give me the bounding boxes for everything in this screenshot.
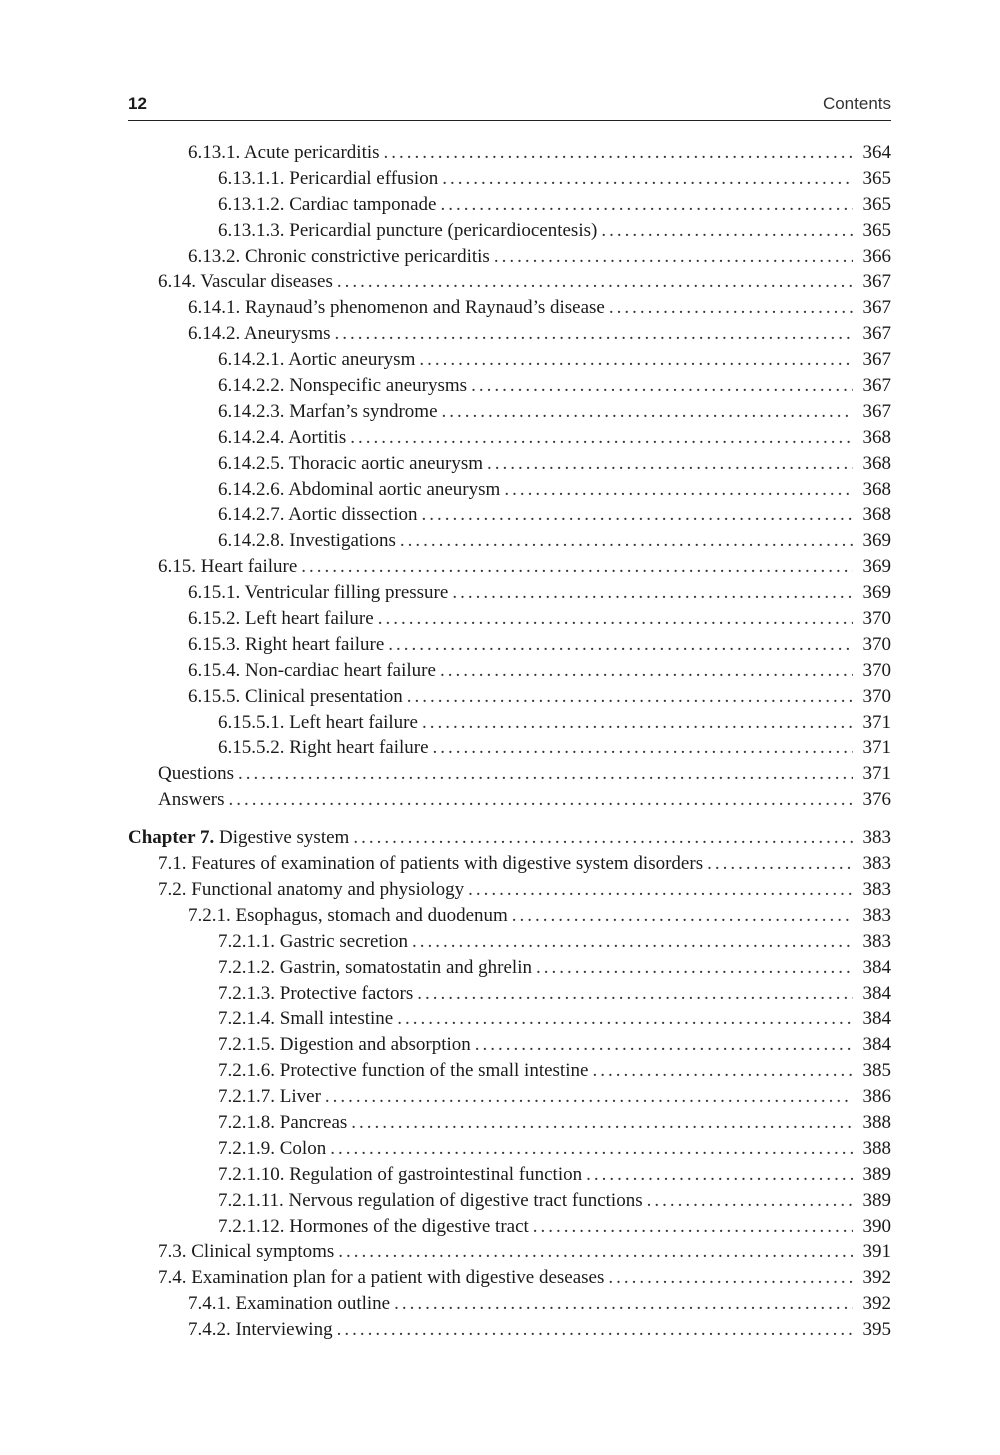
toc-entry-title: 7.2.1.9. Colon <box>218 1137 327 1159</box>
dot-leader <box>609 295 853 321</box>
toc-entry-title: 7.1. Features of examination of patients with digestive system disorders <box>158 853 704 875</box>
dot-leader <box>417 981 853 1007</box>
dot-leader <box>353 825 853 851</box>
dot-leader <box>608 1265 853 1291</box>
toc-entry[interactable] <box>128 1265 891 1291</box>
dot-leader <box>494 244 853 270</box>
dot-leader <box>504 477 853 503</box>
toc-entry-title: 7.2.1.6. Protective function of the small intestine <box>218 1060 589 1082</box>
dot-leader <box>400 528 853 554</box>
toc-entry-title: 7.2.1.1. Gastric secretion <box>218 930 408 952</box>
toc-page-number: 370 <box>862 608 891 630</box>
toc-entry[interactable] <box>128 1214 891 1240</box>
toc-page-number: 383 <box>862 930 891 952</box>
toc-entry-title: 7.2.1.10. Regulation of gastrointestinal function <box>218 1163 583 1185</box>
toc-entry-title: 6.14.2.1. Aortic aneurysm <box>218 349 416 371</box>
toc-entry[interactable] <box>128 140 891 166</box>
dot-leader <box>301 554 853 580</box>
toc-entry[interactable] <box>128 735 891 761</box>
dot-leader <box>586 1162 853 1188</box>
toc-page-number: 371 <box>862 711 891 733</box>
dot-leader <box>601 218 853 244</box>
toc-entry-title: 7.3. Clinical symptoms <box>158 1241 335 1263</box>
toc-page-number: 369 <box>862 556 891 578</box>
toc-entry[interactable] <box>128 981 891 1007</box>
toc-entry-title: 6.14.1. Raynaud’s phenomenon and Raynaud’s disease <box>188 297 605 319</box>
toc-entry[interactable] <box>128 269 891 295</box>
toc-entry-title: 6.15.4. Non-cardiac heart failure <box>188 659 436 681</box>
toc-page-number: 395 <box>862 1319 891 1341</box>
toc-page-number: 386 <box>862 1086 891 1108</box>
toc-page-number: 368 <box>862 426 891 448</box>
toc-entry-title: 6.13.1. Acute pericarditis <box>188 142 380 163</box>
toc-entry[interactable] <box>128 166 891 192</box>
toc-page-number: 388 <box>862 1111 891 1133</box>
toc-entry-title: 6.13.1.2. Cardiac tamponade <box>218 193 437 215</box>
dot-leader <box>422 710 853 736</box>
toc-entry[interactable] <box>128 192 891 218</box>
toc-entry-title: 6.13.1.3. Pericardial puncture (pericardiocentesis) <box>218 219 598 241</box>
toc-entry[interactable] <box>128 710 891 736</box>
toc-entry[interactable] <box>128 218 891 244</box>
dot-leader <box>468 877 853 903</box>
toc-entry[interactable] <box>128 1110 891 1136</box>
toc-page-number: 367 <box>862 400 891 422</box>
dot-leader <box>384 140 853 166</box>
dot-leader <box>229 787 854 813</box>
dot-leader <box>707 851 853 877</box>
toc-entry-title: 7.2.1.2. Gastrin, somatostatin and ghrelin <box>218 956 532 978</box>
dot-leader <box>407 684 853 710</box>
toc-entry[interactable] <box>128 1136 891 1162</box>
dot-leader <box>325 1084 853 1110</box>
toc-entry-title: 6.14.2.2. Nonspecific aneurysms <box>218 375 468 397</box>
toc-page-number: 390 <box>862 1215 891 1237</box>
toc-page-number: 371 <box>862 763 891 785</box>
chapter-title: Digestive system <box>214 827 350 849</box>
toc-entry[interactable] <box>128 1006 891 1032</box>
toc-entry-title: 7.4. Examination plan for a patient with digestive deseases <box>158 1267 605 1289</box>
toc-entry[interactable] <box>128 451 891 477</box>
toc-entry-title: 6.15.5.2. Right heart failure <box>218 737 429 759</box>
toc-entry[interactable] <box>128 658 891 684</box>
dot-leader <box>440 658 853 684</box>
toc-entry[interactable] <box>128 632 891 658</box>
toc-entry-title: 7.2.1.8. Pancreas <box>218 1111 348 1133</box>
toc-page-number: 389 <box>862 1189 891 1211</box>
toc-entry[interactable] <box>128 606 891 632</box>
toc-page-number: 392 <box>862 1267 891 1289</box>
toc-page-number: 389 <box>862 1163 891 1185</box>
toc-page-number: 384 <box>862 1008 891 1030</box>
dot-leader <box>388 632 853 658</box>
toc-page-number: 367 <box>862 349 891 371</box>
toc-entry[interactable] <box>128 1058 891 1084</box>
toc-entry-title: 7.2.1.7. Liver <box>218 1086 321 1108</box>
toc-page-number: 391 <box>862 1241 891 1263</box>
toc-entry-title <box>128 825 349 851</box>
toc-entry-title: 6.15.5.1. Left heart failure <box>218 711 418 733</box>
toc-entry[interactable] <box>128 425 891 451</box>
toc-entry[interactable] <box>128 903 891 929</box>
toc-page-number: 383 <box>862 853 891 875</box>
toc-entry[interactable] <box>128 1032 891 1058</box>
toc-entry[interactable] <box>128 787 891 813</box>
toc-entry-title: 6.15.1. Ventricular filling pressure <box>188 582 449 604</box>
toc-page-number: 370 <box>862 659 891 681</box>
toc-entry[interactable] <box>128 1084 891 1110</box>
page-header <box>128 92 891 121</box>
toc-entry-title: 6.13.2. Chronic constrictive pericarditis <box>188 245 490 267</box>
toc-page-number: 392 <box>862 1293 891 1315</box>
dot-leader <box>536 955 853 981</box>
dot-leader <box>442 166 853 192</box>
toc-page-number: 384 <box>862 1034 891 1056</box>
dot-leader <box>512 903 853 929</box>
toc-entry[interactable] <box>128 502 891 528</box>
dot-leader <box>412 929 853 955</box>
toc-page-number: 364 <box>862 142 891 163</box>
toc-entry-title: 6.14.2.7. Aortic dissection <box>218 504 418 526</box>
toc-entry[interactable] <box>128 528 891 554</box>
toc-entry[interactable] <box>128 373 891 399</box>
toc-entry-title: 7.2.1.5. Digestion and absorption <box>218 1034 471 1056</box>
toc-page-number: 368 <box>862 478 891 500</box>
toc-entry-title: 7.4.2. Interviewing <box>188 1319 333 1341</box>
toc-page-number: 368 <box>862 504 891 526</box>
toc-entry-title: 7.4.1. Examination outline <box>188 1293 391 1315</box>
toc-page-number: 383 <box>862 904 891 926</box>
toc-entry-title: 6.15.3. Right heart failure <box>188 633 385 655</box>
toc-entry[interactable] <box>128 295 891 321</box>
dot-leader <box>330 1136 853 1162</box>
toc-entry[interactable] <box>128 580 891 606</box>
toc-page-number: 367 <box>862 271 891 293</box>
dot-leader <box>533 1214 853 1240</box>
toc-entry-title: 6.15. Heart failure <box>158 556 298 578</box>
toc-entry[interactable] <box>128 851 891 877</box>
toc-entry[interactable] <box>128 684 891 710</box>
toc-entry[interactable] <box>128 1317 891 1343</box>
toc-page-number: 383 <box>862 878 891 900</box>
dot-leader <box>394 1291 853 1317</box>
page-number: 12 <box>128 94 147 113</box>
toc-page-number: 385 <box>862 1060 891 1082</box>
toc-entry-title: 6.15.2. Left heart failure <box>188 608 374 630</box>
dot-leader <box>433 735 853 761</box>
toc-entry[interactable] <box>128 1162 891 1188</box>
toc-entry[interactable] <box>128 399 891 425</box>
toc-page-number: 376 <box>862 789 891 811</box>
toc-entry[interactable] <box>128 955 891 981</box>
dot-leader <box>350 425 853 451</box>
toc-entry-title: 6.14.2.5. Thoracic aortic aneurysm <box>218 452 484 474</box>
dot-leader <box>487 451 853 477</box>
toc-entry-title: 7.2.1.12. Hormones of the digestive tract <box>218 1215 529 1237</box>
dot-leader <box>351 1110 853 1136</box>
toc-entry-title: 6.14.2.6. Abdominal aortic aneurysm <box>218 478 501 500</box>
toc-page-number: 371 <box>862 737 891 759</box>
toc-entry-title: 6.13.1.1. Pericardial effusion <box>218 167 439 189</box>
dot-leader <box>647 1188 853 1214</box>
dot-leader <box>337 269 853 295</box>
toc-entry-title: 7.2.1.4. Small intestine <box>218 1008 394 1030</box>
dot-leader <box>335 321 854 347</box>
toc-page-number: 366 <box>862 245 891 267</box>
toc-entry[interactable] <box>128 929 891 955</box>
toc-page-number: 367 <box>862 297 891 319</box>
toc-entry[interactable] <box>128 347 891 373</box>
toc-page-number: 369 <box>862 582 891 604</box>
toc-entry-title: Answers <box>158 789 225 811</box>
toc-entry[interactable] <box>128 761 891 787</box>
toc-entry[interactable] <box>128 554 891 580</box>
toc-entry[interactable] <box>128 1188 891 1214</box>
toc-entry-title: 6.15.5. Clinical presentation <box>188 685 403 707</box>
toc-page-number: 388 <box>862 1137 891 1159</box>
dot-leader <box>475 1032 853 1058</box>
chapter-label: Chapter 7. <box>128 827 215 849</box>
dot-leader <box>471 373 853 399</box>
toc-entry-title: 7.2.1.11. Nervous regulation of digestive tract functions <box>218 1189 643 1211</box>
toc-entry-title: 7.2.1. Esophagus, stomach and duodenum <box>188 904 508 926</box>
toc-page-number: 384 <box>862 956 891 978</box>
table-of-contents <box>128 140 891 1343</box>
toc-page-number: 383 <box>862 827 891 849</box>
dot-leader <box>592 1058 853 1084</box>
toc-entry-title: 6.14.2.3. Marfan’s syndrome <box>218 400 438 422</box>
toc-page-number: 365 <box>862 167 891 189</box>
toc-page-number: 370 <box>862 633 891 655</box>
toc-entry-title: 6.14.2.4. Aortitis <box>218 426 347 448</box>
toc-page-number: 370 <box>862 685 891 707</box>
toc-entry[interactable] <box>128 244 891 270</box>
toc-entry[interactable] <box>128 1239 891 1265</box>
dot-leader <box>421 502 853 528</box>
toc-entry-title: 7.2.1.3. Protective factors <box>218 982 414 1004</box>
toc-page-number: 367 <box>862 375 891 397</box>
toc-entry-title: 6.14.2.8. Investigations <box>218 530 396 552</box>
toc-entry-title: 6.14. Vascular diseases <box>158 271 333 293</box>
toc-chapter-entry[interactable] <box>128 825 891 851</box>
dot-leader <box>338 1239 853 1265</box>
dot-leader <box>378 606 853 632</box>
toc-entry-title: Questions <box>158 763 234 785</box>
toc-page-number: 365 <box>862 219 891 241</box>
toc-page-number: 384 <box>862 982 891 1004</box>
toc-page-number: 368 <box>862 452 891 474</box>
toc-entry[interactable] <box>128 877 891 903</box>
dot-leader <box>452 580 853 606</box>
toc-entry[interactable] <box>128 321 891 347</box>
running-title: Contents <box>822 94 891 113</box>
dot-leader <box>442 399 853 425</box>
toc-page-number: 369 <box>862 530 891 552</box>
toc-entry-title: 7.2. Functional anatomy and physiology <box>158 878 465 900</box>
dot-leader <box>238 761 853 787</box>
dot-leader <box>397 1006 853 1032</box>
dot-leader <box>440 192 853 218</box>
toc-page-number: 365 <box>862 193 891 215</box>
dot-leader <box>419 347 853 373</box>
toc-entry-title: 6.14.2. Aneurysms <box>188 323 331 345</box>
toc-page-number: 367 <box>862 323 891 345</box>
toc-entry[interactable] <box>128 477 891 503</box>
dot-leader <box>337 1317 853 1343</box>
toc-entry[interactable] <box>128 1291 891 1317</box>
